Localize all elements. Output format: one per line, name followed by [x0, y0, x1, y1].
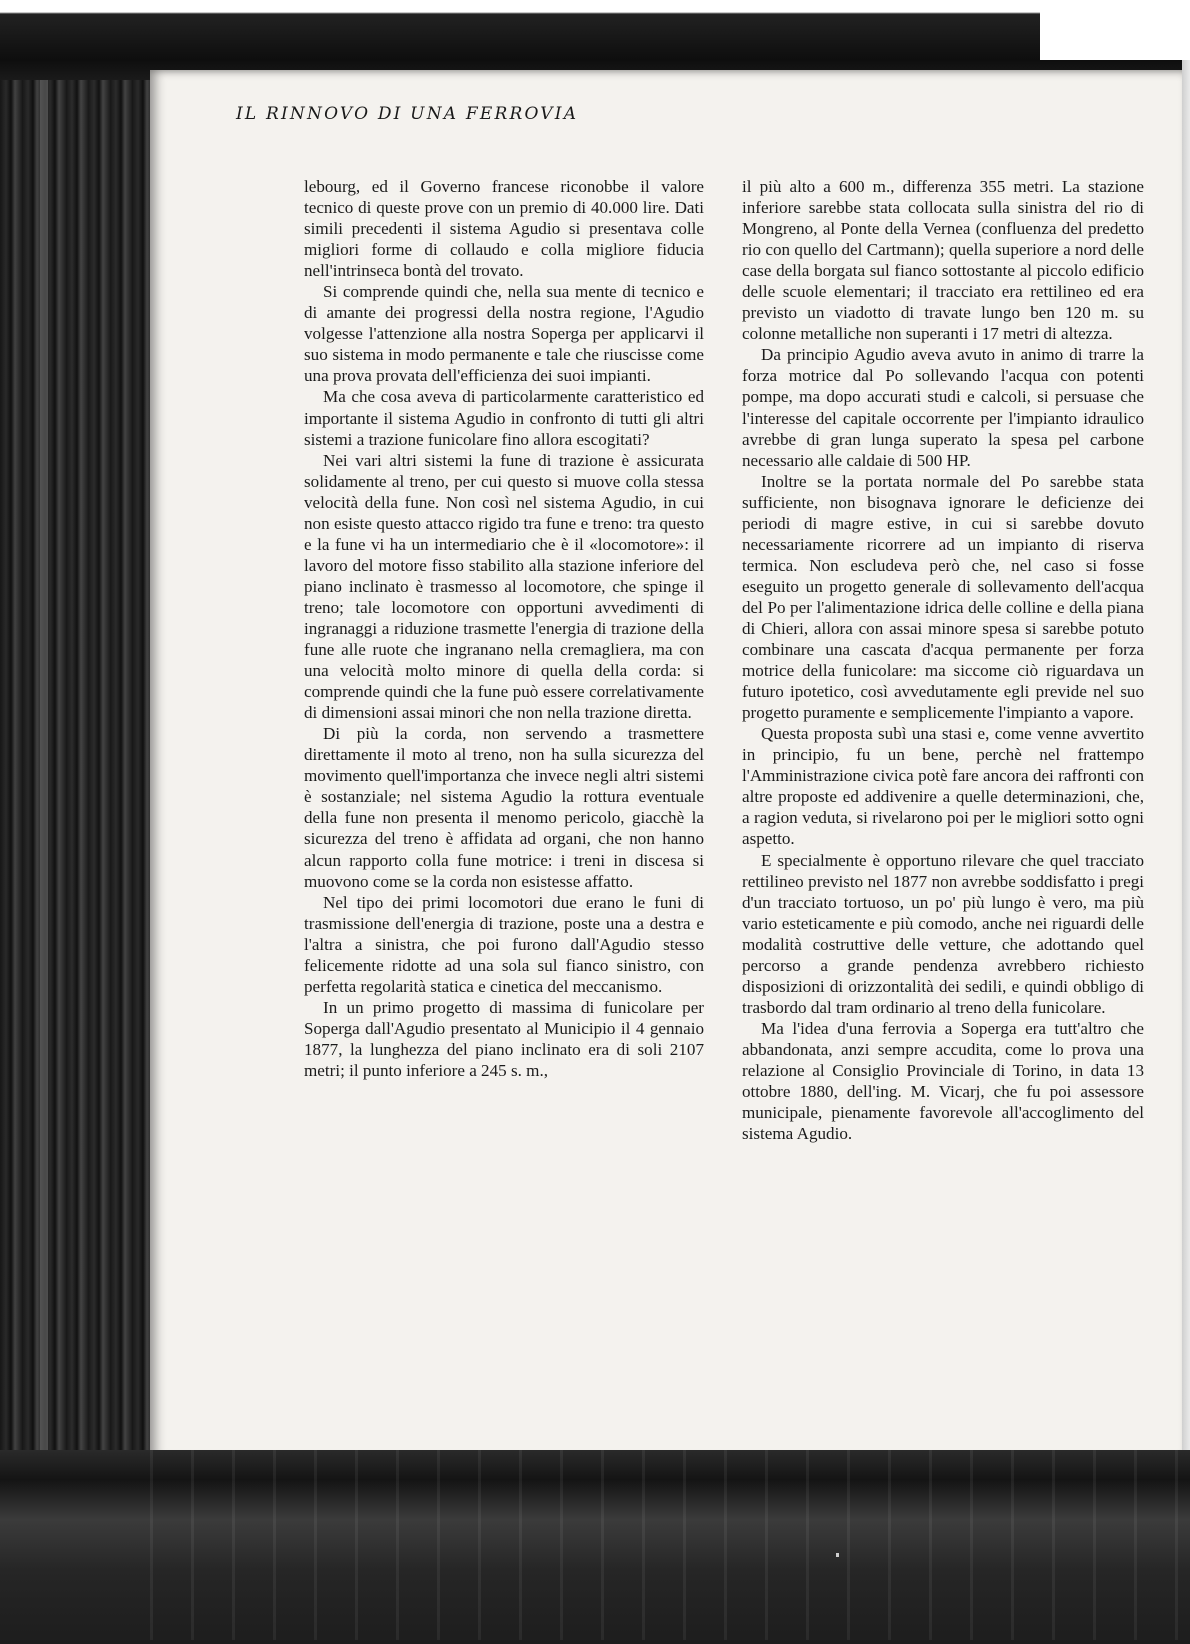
print-speck	[836, 1553, 839, 1557]
paragraph: Si comprende quindi che, nella sua mente di tecnico e di amante dei progressi della nostra regione, l'Agudio volgesse l'attenzione alla nostra Soperga per applicarvi il suo sistema in modo permanente e tale che riuscisse come una prova provata dell'efficienza dei suoi impianti.	[304, 282, 704, 386]
right-column	[742, 176, 1144, 1144]
paragraph: Di più la corda, non servendo a trasmettere direttamente il moto al treno, non ha sulla sicurezza del movimento quell'importanza che invece negli altri sistemi è sostanziale; nel sistema Agudio la rottura eventuale della fune non presenta il menomo pericolo, giacchè la sicurezza del treno è affidata ad organi, che non hanno alcun rapporto colla fune motrice: i treni in discesa si muovono come se la corda non esistesse affatto.	[304, 724, 704, 891]
right-page-edge	[1182, 60, 1190, 1460]
paragraph: Inoltre se la portata normale del Po sarebbe stata sufficiente, non bisognava ignorare le deficienze dei periodi di magre estive, in cui si sarebbe dovuto necessariamente ricorrere ad un impianto di riserva termica. Non escludeva però che, nel caso si fosse eseguito un progetto generale di sollevamento dell'acqua del Po per l'alimentazione idrica delle colline e della piana di Chieri, allora con assai minore spesa si sarebbe potuto combinare una cascata d'acqua permanente per forza motrice della funicolare: ma siccome ciò riguardava un futuro ipotetico, così avvedutamente egli previde nel suo progetto puramente e semplicemente l'impianto a vapore.	[742, 471, 1144, 723]
book-spine	[0, 60, 150, 1460]
top-shadow	[0, 0, 1190, 80]
paragraph: Da principio Agudio aveva avuto in animo di trarre la forza motrice dal Po sollevando l'acqua con potenti pompe, ma dopo accurati studi e calcoli, si persuase che l'interesse del capitale occorrente per l'impianto idraulico avrebbe di gran lunga superato la spesa pel carbone necessario alle caldaie di 500 HP.	[742, 345, 1144, 470]
running-head: IL RINNOVO DI UNA FERROVIA	[236, 104, 579, 124]
spine-highlight	[40, 60, 48, 1460]
paragraph: lebourg, ed il Governo francese riconobbe il valore tecnico di queste prove con un premio di 40.000 lire. Dati simili precedenti il sistema Agudio si presentava colle migliori forme di collaudo e colla migliore fiducia nell'intrinseca bontà del trovato.	[304, 177, 704, 281]
paragraph: Ma che cosa aveva di particolarmente caratteristico ed importante il sistema Agudio in confronto di tutti gli altri sistemi a trazione funicolare fino allora escogitati?	[304, 387, 704, 449]
paragraph: E specialmente è opportuno rilevare che quel tracciato rettilineo previsto nel 1877 non avrebbe soddisfatto i pregi d'un tracciato tortuoso, un po' più lungo è vero, ma più vario esteticamente e più comodo, anche nei riguardi delle modalità costruttive delle vetture, che adottando quel percorso a grande pendenza avrebbero richiesto disposizioni di orizzontalità dei sedili, e quindi obbligo di trasbordo dal tram ordinario al treno della funicolare.	[742, 850, 1144, 1017]
paragraph: Nel tipo dei primi locomotori due erano le funi di trasmissione dell'energia di trazione, poste una a destra e l'altra a sinistra, che poi furono dall'Agudio stesso felicemente ridotte ad una sola sul fianco sinistro, con perfetta regolarità statica e cinetica del meccanismo.	[304, 892, 704, 996]
left-column	[304, 176, 704, 1081]
paragraph: In un primo progetto di massima di funicolare per Soperga dall'Agudio presentato al Municipio il 4 gennaio 1877, la lunghezza del piano inclinato era di soli 2107 metri; il punto inferiore a 245 s. m.,	[304, 997, 704, 1080]
paragraph: Nei vari altri sistemi la fune di trazione è assicurata solidamente al treno, per cui questo si muove colla stessa velocità della fune. Non così nel sistema Agudio, in cui non esiste questo attacco rigido tra fune e treno: tra questo e la fune vi ha un intermediario che è il «locomotore»: il lavoro del motore fisso stabilito alla stazione inferiore del piano inclinato è trasmesso al locomotore, che spinge il treno; tale locomotore con opportuni avvedimenti di ingranaggi a riduzione trasmette l'energia di trazione della fune alle ruote che ingranano nella cremagliera, ma con una velocità molto minore di quella della corda: si comprende quindi che la fune può essere correlativamente di dimensioni assai minori che non nella trazione diretta.	[304, 450, 704, 723]
top-margin-white	[1040, 0, 1190, 60]
paragraph: Questa proposta subì una stasi e, come venne avvertito in principio, fu un bene, perchè nel frattempo l'Amministrazione civica potè fare ancora dei raffronti con altre proposte ed addivenire a quelle determinazioni, che, a ragion veduta, si rivelarono poi per le migliori sotto ogni aspetto.	[742, 724, 1144, 849]
bottom-streaks	[150, 1450, 1190, 1640]
paragraph: il più alto a 600 m., differenza 355 metri. La stazione inferiore sarebbe stata collocata sulla sinistra del rio di Mongreno, al Ponte della Vernea (confluenza del predetto rio con quello del Cartmann); quella superiore a nord delle case della borgata sul fianco sottostante al piccolo edificio delle scuole elementari; il tracciato era rettilineo ed era previsto un viadotto di travate lungo ben 120 m. su colonne metalliche non superanti i 17 metri di altezza.	[742, 177, 1144, 344]
paragraph: Ma l'idea d'una ferrovia a Soperga era tutt'altro che abbandonata, anzi sempre accudita, come lo prova una relazione al Consiglio Provinciale di Torino, in data 13 ottobre 1880, dell'ing. M. Vicarj, che fu poi assessore municipale, pienamente favorevole all'accoglimento del sistema Agudio.	[742, 1018, 1144, 1144]
